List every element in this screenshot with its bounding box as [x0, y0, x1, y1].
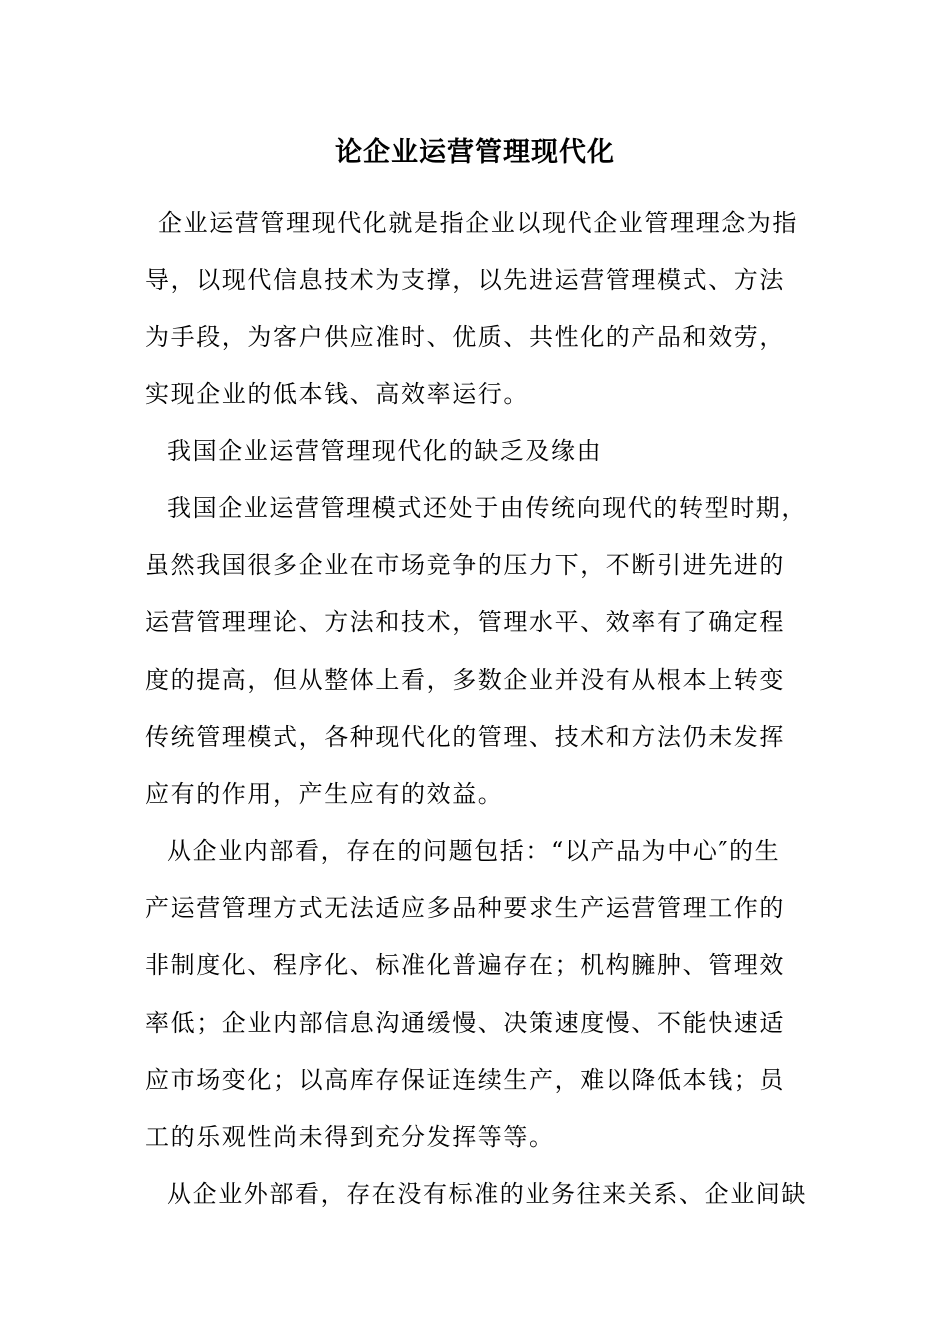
- paragraph-line: 运营管理理论、方法和技术，管理水平、效率有了确定程: [145, 608, 785, 636]
- paragraph-line: 从企业外部看，存在没有标准的业务往来关系、企业间缺: [167, 1180, 807, 1208]
- paragraph-line: 为手段，为客户供应准时、优质、共性化的产品和效劳，: [145, 323, 785, 351]
- paragraph-line: 传统管理模式，各种现代化的管理、技术和方法仍未发挥: [145, 723, 785, 751]
- paragraph-line: 我国企业运营管理模式还处于由传统向现代的转型时期，: [167, 494, 807, 522]
- paragraph-line: 非制度化、程序化、标准化普遍存在；机构臃肿、管理效: [145, 951, 785, 979]
- paragraph-line: 度的提高，但从整体上看，多数企业并没有从根本上转变: [145, 666, 785, 694]
- paragraph-line: 产运营管理方式无法适应多品种要求生产运营管理工作的: [145, 894, 785, 922]
- paragraph-line: 实现企业的低本钱、高效率运行。: [145, 380, 529, 408]
- document-title: 论企业运营管理现代化: [335, 137, 615, 168]
- paragraph-line: 应市场变化；以高库存保证连续生产，难以降低本钱；员: [145, 1066, 785, 1094]
- paragraph-line: 导，以现代信息技术为支撑，以先进运营管理模式、方法: [145, 266, 785, 294]
- paragraph-line: 虽然我国很多企业在市场竞争的压力下，不断引进先进的: [145, 551, 785, 579]
- paragraph-line: 工的乐观性尚未得到充分发挥等等。: [145, 1123, 555, 1151]
- paragraph-line: 率低；企业内部信息沟通缓慢、决策速度慢、不能快速适: [145, 1009, 785, 1037]
- paragraph-line: 应有的作用，产生应有的效益。: [145, 780, 504, 808]
- paragraph-line: 从企业内部看，存在的问题包括：“以产品为中心″的生: [167, 837, 781, 865]
- section-heading: 我国企业运营管理现代化的缺乏及缘由: [167, 437, 603, 465]
- paragraph-line: 企业运营管理现代化就是指企业以现代企业管理理念为指: [158, 209, 798, 237]
